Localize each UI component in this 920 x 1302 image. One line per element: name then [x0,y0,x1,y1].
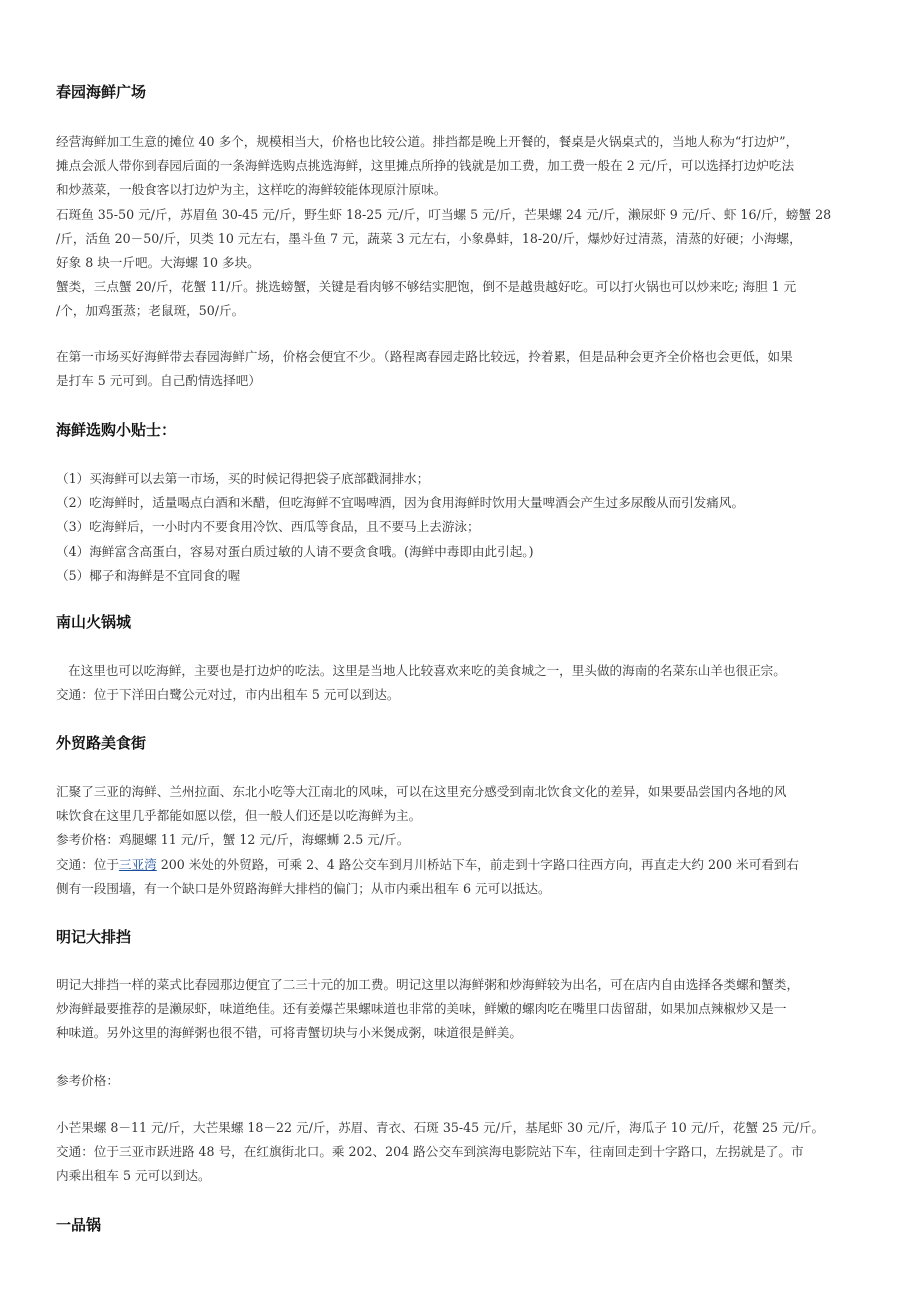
text-line: 和炒蒸菜，一般食客以打边炉为主，这样吃的海鲜较能体现原汁原味。 [56,182,447,198]
text-line: 参考价格：鸡腿螺 11 元/斤，蟹 12 元/斤，海螺蛳 2.5 元/斤。 [56,832,410,848]
tip-item: （5）椰子和海鲜是不宜同食的喔 [56,567,241,583]
mingji-paragraph-2 [56,1116,871,1189]
text-line: 汇聚了三亚的海鲜、兰州拉面、东北小吃等大江南北的风味，可以在这里充分感受到南北饮食文化的差异，如果要品尝国内各地的风 [56,784,787,799]
section-title-chunyuan: 春园海鲜广场 [56,83,147,101]
text-line: 小芒果螺 8－11 元/斤，大芒果螺 18－22 元/斤，苏眉、青衣、石斑 35-45 元/斤，基尾虾 30 元/斤，海瓜子 10 元/斤，花蟹 25 元/斤。 [56,1120,825,1135]
section-title-yipinguo: 一品锅 [56,1216,102,1234]
text-line: 是打车 5 元可到。自己酌情选择吧） [56,373,261,389]
text-line: 好象 8 块一斤吧。大海螺 10 多块。 [56,254,260,270]
tip-item: （1）买海鲜可以去第一市场，买的时候记得把袋子底部戳洞排水； [56,471,430,486]
mingji-paragraph-1 [56,973,871,1046]
text-line: 石斑鱼 35-50 元/斤，苏眉鱼 30-45 元/斤，野生虾 18-25 元/斤，叮当螺 5 元/斤，芒果螺 24 元/斤，濑尿虾 9 元/斤、虾 16/斤，螃蟹 28 [56,206,832,222]
tip-item: （4）海鲜富含高蛋白，容易对蛋白质过敏的人请不要贪食哦。(海鲜中毒即由此引起。) [56,543,534,559]
waimao-paragraph [56,780,871,901]
text-line: 在这里也可以吃海鲜，主要也是打边炉的吃法。这里是当地人比较喜欢来吃的美食城之一，里头做的海南的名菜东山羊也很正宗。 [68,663,786,678]
chunyuan-paragraph-2 [56,345,871,393]
chunyuan-paragraph-1 [56,130,871,324]
tips-list [56,467,871,588]
text-line: 摊点会派人带你到春园后面的一条海鲜选购点挑选海鲜，这里摊点所挣的钱就是加工费，加工费一般在 2 元/斤，可以选择打边炉吃法 [56,158,795,174]
text-line: 炒海鲜最要推荐的是濑尿虾，味道绝佳。还有姜爆芒果螺味道也非常的美味，鲜嫩的螺肉吃在嘴里口齿留甜，如果加点辣椒炒又是一 [56,1001,787,1017]
text-line: 种味道。另外这里的海鲜粥也很不错，可将青蟹切块与小米煲成粥，味道很是鲜美。 [56,1025,522,1041]
sanya-bay-link[interactable]: 三亚湾 [118,856,157,872]
traffic-line [56,853,871,877]
traffic-prefix: 交通：位于 [56,856,119,872]
text-line: 在第一市场买好海鲜带去春园海鲜广场，价格会便宜不少。（路程离春园走路比较远，拎着累，但是品种会更齐全价格也会更低，如果 [56,349,793,364]
text-line: 交通：位于三亚市跃进路 48 号，在红旗街北口。乘 202、204 路公交车到滨海电影院站下车，往南回走到十字路口，左拐就是了。市 [56,1144,804,1160]
section-title-tips: 海鲜选购小贴士： [56,421,177,439]
traffic-rest: 200 米处的外贸路，可乘 2、4 路公交车到月川桥站下车，前走到十字路口往西方向，再直走大约 200 米可看到右 [156,856,799,872]
text-line: 明记大排挡一样的菜式比春园那边便宜了二三十元的加工费。明记这里以海鲜粥和炒海鲜较为出名，可在店内自由选择各类螺和蟹类， [56,977,800,992]
mingji-reference-label [56,1069,871,1093]
text-line: 味饮食在这里几乎都能如愿以偿，但一般人们还是以吃海鲜为主。 [56,808,422,824]
section-title-waimao: 外贸路美食街 [56,734,147,752]
text-line: /个，加鸡蛋蒸；老鼠斑，50/斤。 [56,303,245,319]
section-title-nanshan: 南山火锅城 [56,613,132,631]
text-line: 交通：位于下洋田白鹭公元对过，市内出租车 5 元可以到达。 [56,687,400,703]
tip-item: （2）吃海鲜时，适量喝点白酒和米醋，但吃海鲜不宜喝啤酒，因为食用海鲜时饮用大量啤酒会产生过多尿酸从而引发痛风。 [56,495,745,511]
text-line: 内乘出租车 5 元可以到达。 [56,1168,211,1184]
tip-item: （3）吃海鲜后，一小时内不要食用冷饮、西瓜等食品，且不要马上去游泳； [56,519,480,535]
text-line: 参考价格： [56,1073,119,1088]
section-title-mingji: 明记大排挡 [56,928,132,946]
text-line: 经营海鲜加工生意的摊位 40 多个，规模相当大，价格也比较公道。排挡都是晚上开餐的，餐桌是火锅桌式的，当地人称为“打边炉”， [56,134,799,149]
text-line: 蟹类，三点蟹 20/斤，花蟹 11/斤。挑选螃蟹，关键是看肉够不够结实肥饱，倒不是越贵越好吃。可以打火锅也可以炒来吃; 海胆 1 元 [56,279,797,295]
text-line: /斤，活鱼 20－50/斤，贝类 10 元左右，墨斗鱼 7 元，蔬菜 3 元左右，小象鼻蚌，18-20/斤，爆炒好过清蒸，清蒸的好硬；小海螺， [56,230,802,246]
nanshan-paragraph [56,659,871,707]
text-line: 侧有一段围墙，有一个缺口是外贸路海鲜大排档的偏门；从市内乘出租车 6 元可以抵达。 [56,880,551,896]
